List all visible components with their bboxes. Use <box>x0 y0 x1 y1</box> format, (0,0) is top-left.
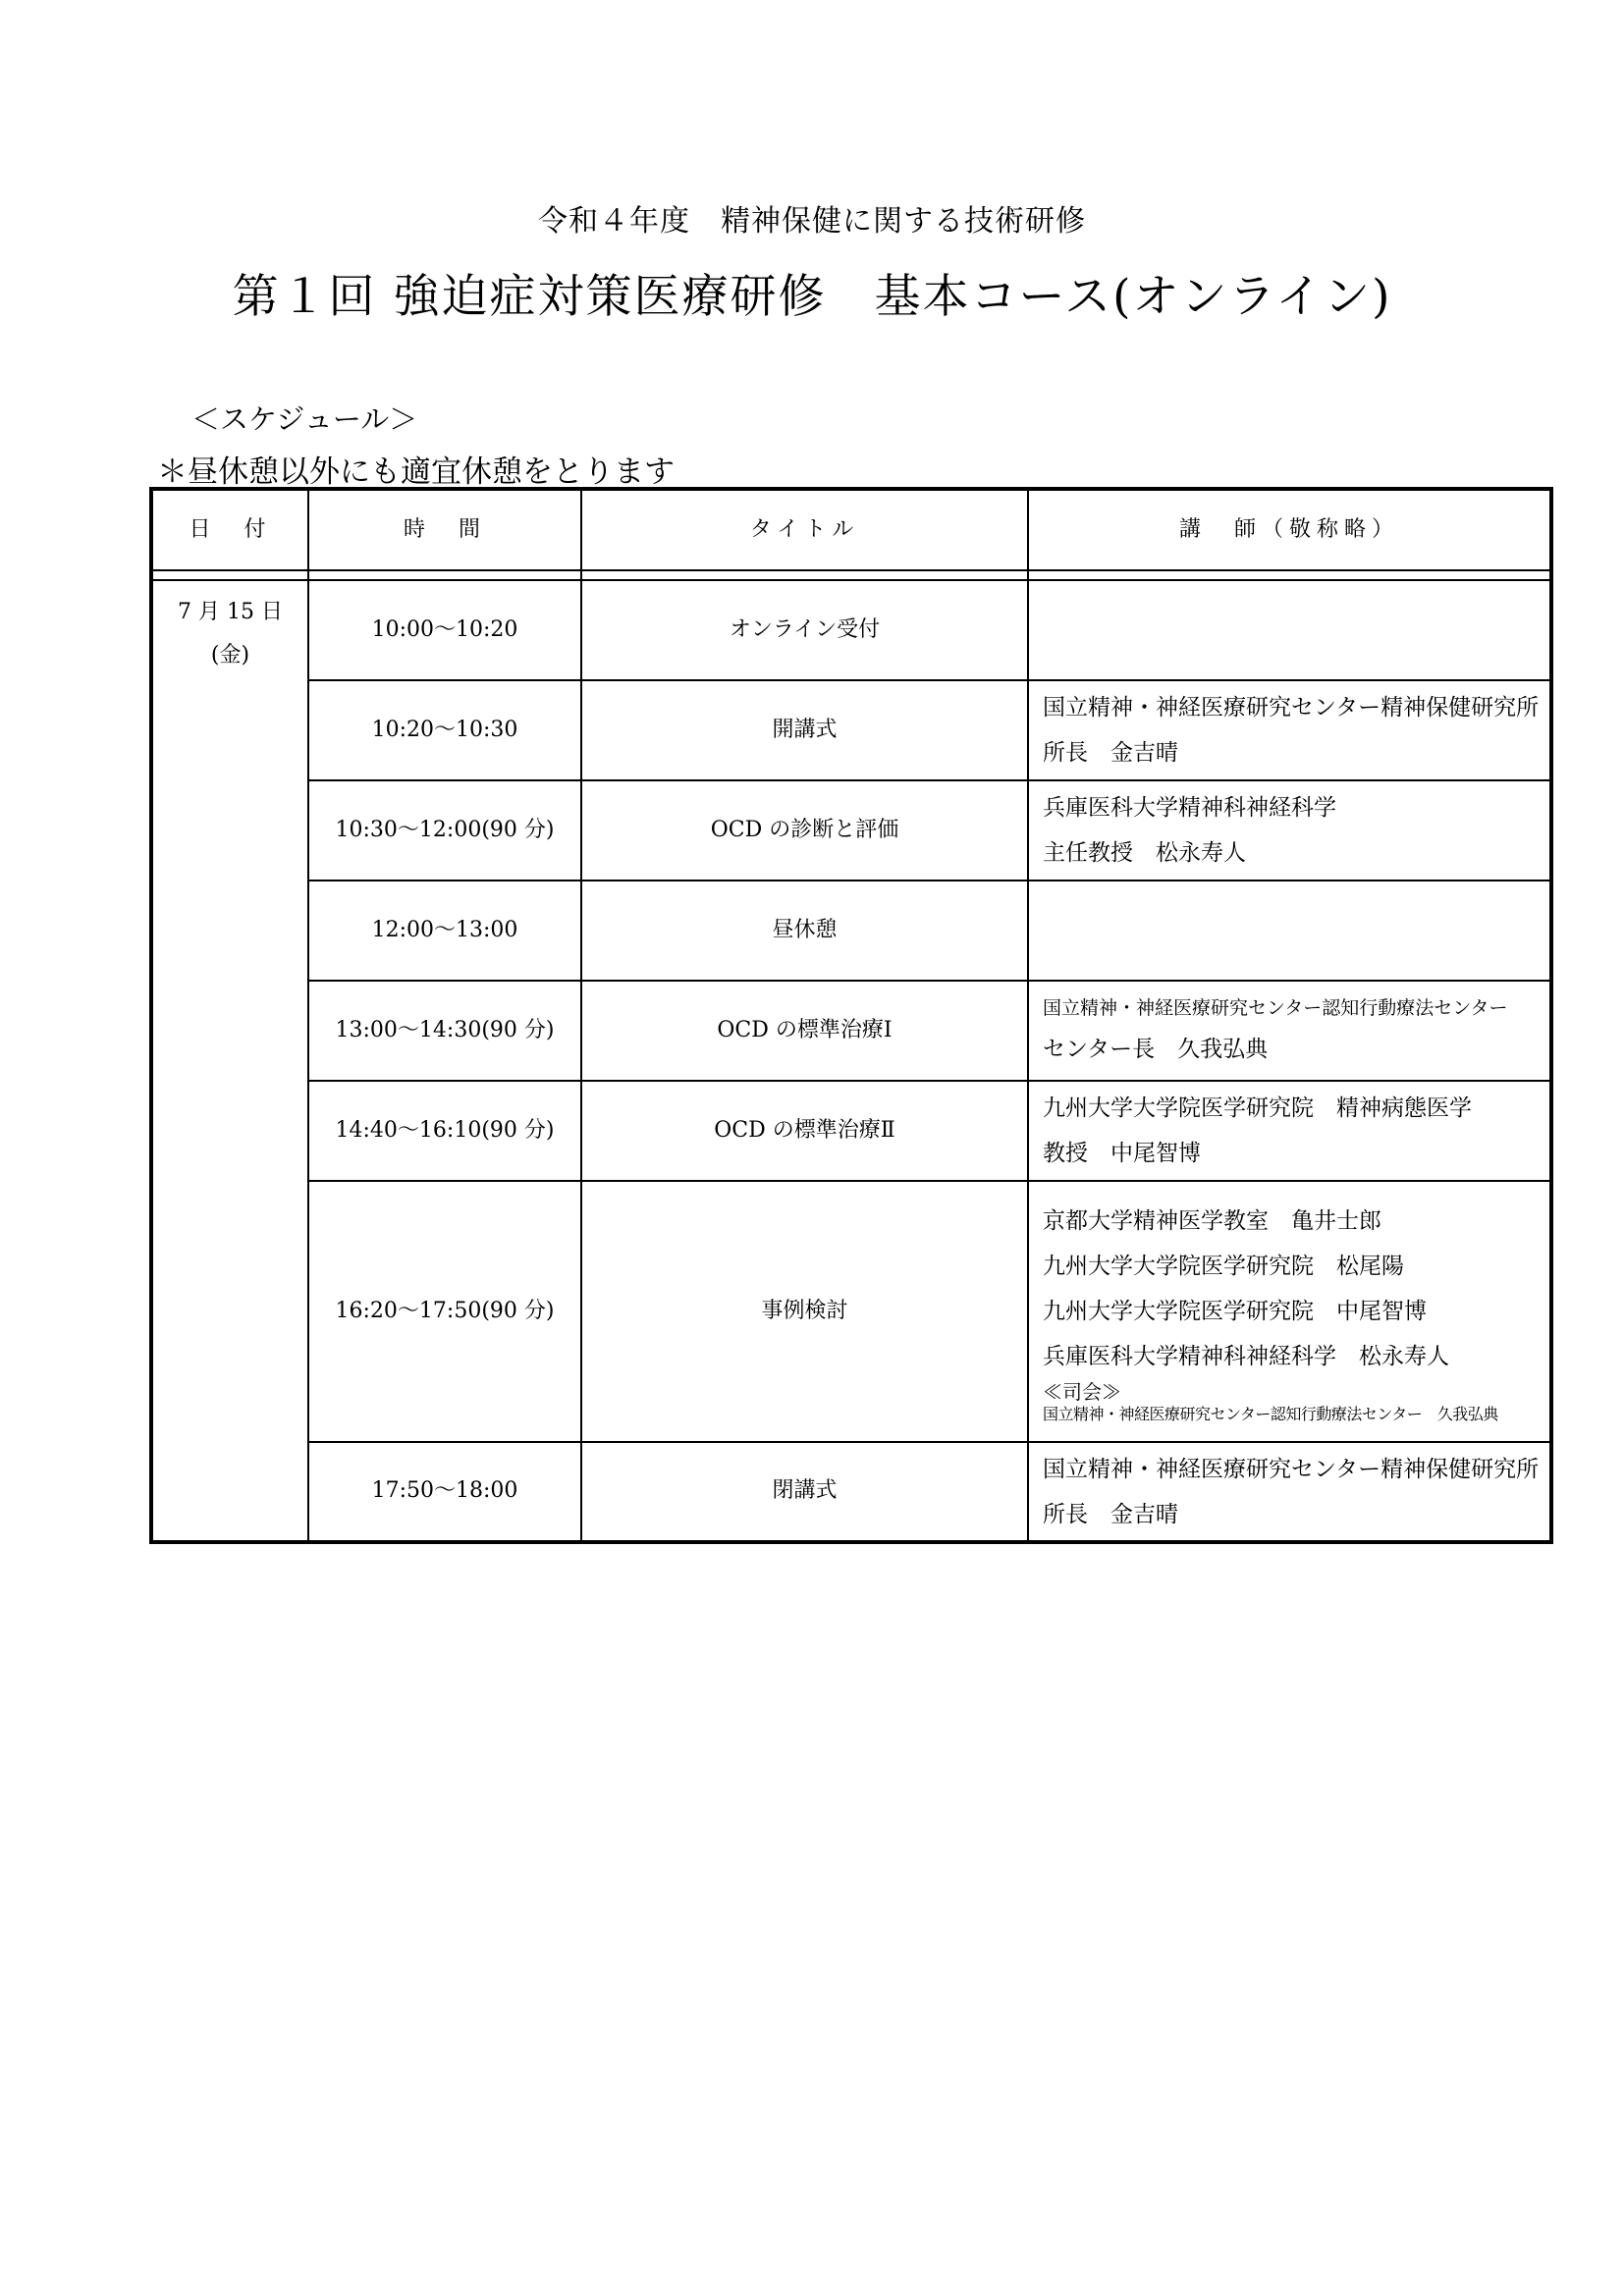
lecturer-cell <box>1028 881 1551 981</box>
lecturer-entry: 兵庫医科大学精神科神経科学 松永寿人 <box>1043 1343 1449 1369</box>
lecturer-entry: 京都大学精神医学教室 亀井士郎 <box>1043 1207 1381 1234</box>
table-row <box>151 780 1551 881</box>
table-header-row <box>151 489 1551 570</box>
lecturer-cell <box>1028 780 1551 881</box>
lecturer-cell <box>1028 1081 1551 1181</box>
lecturer-affiliation: 国立精神・神経医療研究センター精神保健研究所 <box>1043 1456 1540 1482</box>
header-spacer-row <box>151 570 1551 580</box>
time-cell: 17:50～18:00 <box>308 1442 581 1542</box>
title-cell: 昼休憩 <box>581 881 1028 981</box>
lecturer-name: 所長 金吉晴 <box>1043 1501 1178 1527</box>
schedule-table <box>149 487 1553 1544</box>
title-cell: オンライン受付 <box>581 580 1028 680</box>
lecturer-affiliation: 国立精神・神経医療研究センター精神保健研究所 <box>1043 695 1540 721</box>
lecturer-affiliation: 九州大学大学院医学研究院 精神病態医学 <box>1043 1095 1472 1121</box>
lecturer-cell <box>1028 580 1551 680</box>
moderator-name: 国立精神・神経医療研究センター認知行動療法センター 久我弘典 <box>1043 1404 1498 1423</box>
lecturer-name: 主任教授 松永寿人 <box>1043 840 1246 866</box>
lecturer-cell <box>1028 1442 1551 1542</box>
lecturer-affiliation: 兵庫医科大学精神科神経科学 <box>1043 795 1336 821</box>
page-title: 第１回 強迫症対策医療研修 基本コース(オンライン) <box>232 270 1392 324</box>
title-cell: 開講式 <box>581 680 1028 780</box>
table-row <box>151 580 1551 680</box>
lecturer-cell <box>1028 981 1551 1081</box>
lecturer-entry: 九州大学大学院医学研究院 中尾智博 <box>1043 1298 1427 1324</box>
weekday-text: (金) <box>210 643 250 667</box>
table-row <box>151 1442 1551 1542</box>
table-row <box>151 981 1551 1081</box>
lecturer-cell <box>1028 1181 1551 1442</box>
title-cell: 閉講式 <box>581 1442 1028 1542</box>
column-header-date: 日 付 <box>151 489 308 570</box>
title-cell: OCD の診断と評価 <box>581 780 1028 881</box>
time-cell: 10:20～10:30 <box>308 680 581 780</box>
break-note: ＊昼休憩以外にも適宜休憩をとります <box>157 454 675 490</box>
title-cell: 事例検討 <box>581 1181 1028 1442</box>
table-row <box>151 881 1551 981</box>
time-cell: 16:20～17:50(90 分) <box>308 1181 581 1442</box>
table-row <box>151 1181 1551 1442</box>
table-row <box>151 680 1551 780</box>
column-header-lecturer: 講 師（敬称略） <box>1028 489 1551 570</box>
date-cell <box>151 580 308 1542</box>
lecturer-name: 所長 金吉晴 <box>1043 740 1178 766</box>
moderator-label: ≪司会≫ <box>1043 1379 1121 1404</box>
page-subtitle: 令和４年度 精神保健に関する技術研修 <box>538 204 1086 239</box>
time-cell: 10:00～10:20 <box>308 580 581 680</box>
lecturer-entry: 九州大学大学院医学研究院 松尾陽 <box>1043 1253 1404 1279</box>
title-cell: OCD の標準治療Ⅱ <box>581 1081 1028 1181</box>
time-cell: 12:00～13:00 <box>308 881 581 981</box>
time-cell: 14:40～16:10(90 分) <box>308 1081 581 1181</box>
lecturer-name: 教授 中尾智博 <box>1043 1141 1201 1166</box>
column-header-time: 時 間 <box>308 489 581 570</box>
schedule-label: ＜スケジュール＞ <box>191 402 418 436</box>
time-cell: 13:00～14:30(90 分) <box>308 981 581 1081</box>
column-header-title: タイトル <box>581 489 1028 570</box>
date-text: 7 月 15 日 <box>178 600 283 624</box>
table-row <box>151 1081 1551 1181</box>
title-cell: OCD の標準治療Ⅰ <box>581 981 1028 1081</box>
lecturer-name: センター長 久我弘典 <box>1043 1037 1269 1062</box>
lecturer-cell <box>1028 680 1551 780</box>
time-cell: 10:30～12:00(90 分) <box>308 780 581 881</box>
lecturer-affiliation: 国立精神・神経医療研究センター認知行動療法センター <box>1043 997 1508 1019</box>
